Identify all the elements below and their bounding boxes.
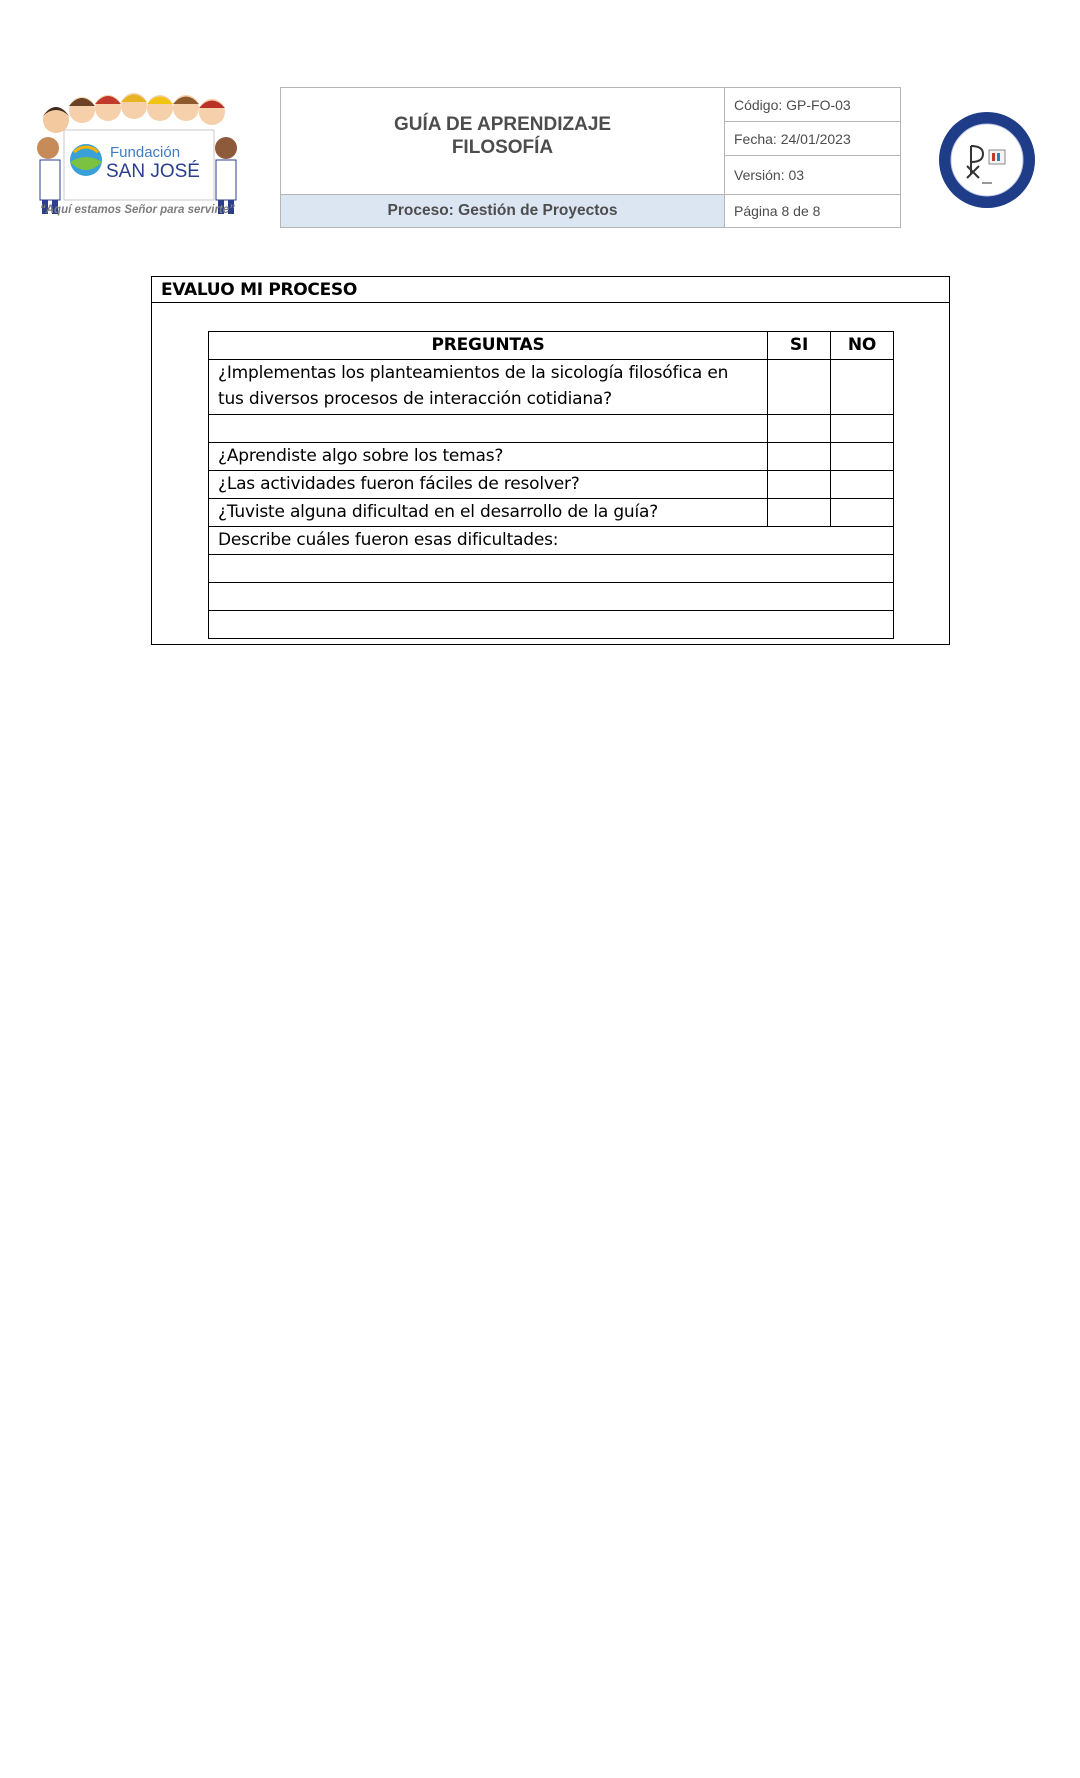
answer-line-row [209, 611, 894, 639]
table-row [209, 415, 894, 443]
question-text: ¿Las actividades fueron fáciles de resolver? [209, 471, 768, 499]
answer-si-cell[interactable] [768, 443, 831, 471]
column-header-no: NO [831, 332, 894, 360]
svg-text:SAN JOSÉ: SAN JOSÉ [106, 161, 200, 182]
answer-si-cell[interactable] [768, 499, 831, 527]
motto: “Aquí estamos Señor para servirte” [40, 204, 235, 216]
title-line-1: GUÍA DE APRENDIZAJE [393, 114, 612, 135]
table-header-row [209, 332, 894, 360]
svg-text:Fundación: Fundación [110, 144, 181, 161]
column-header-preguntas: PREGUNTAS [209, 332, 768, 360]
table-row [209, 471, 894, 499]
school-seal-logo [937, 110, 1037, 210]
document-title [281, 88, 725, 195]
document-date: Fecha: 24/01/2023 [725, 122, 900, 156]
answer-si-cell[interactable] [768, 471, 831, 499]
answer-line-row [209, 583, 894, 611]
answer-line[interactable] [209, 611, 894, 639]
process-label: Proceso: Gestión de Proyectos [281, 195, 725, 227]
document-code: Código: GP-FO-03 [725, 88, 900, 122]
table-row [209, 360, 894, 415]
question-text [209, 415, 768, 443]
answer-line-row [209, 555, 894, 583]
answer-no-cell[interactable] [831, 360, 894, 415]
table-row [209, 443, 894, 471]
answer-no-cell[interactable] [831, 499, 894, 527]
answer-line[interactable] [209, 583, 894, 611]
questions-table [208, 331, 894, 639]
describe-prompt: Describe cuáles fueron esas dificultades: [209, 527, 894, 555]
evaluation-title: EVALUO MI PROCESO [152, 277, 949, 303]
question-text: ¿Aprendiste algo sobre los temas? [209, 443, 768, 471]
answer-line[interactable] [209, 555, 894, 583]
document-header [280, 87, 901, 228]
table-row [209, 499, 894, 527]
title-line-2: FILOSOFÍA [451, 137, 554, 158]
question-text: ¿Implementas los planteamientos de la sicología filosófica en tus diversos procesos de interacción cotidiana? [209, 360, 768, 415]
question-text: ¿Tuviste alguna dificultad en el desarrollo de la guía? [209, 499, 768, 527]
answer-no-cell[interactable] [831, 415, 894, 443]
describe-row [209, 527, 894, 555]
column-header-si: SI [768, 332, 831, 360]
answer-si-cell[interactable] [768, 415, 831, 443]
answer-si-cell[interactable] [768, 360, 831, 415]
answer-no-cell[interactable] [831, 471, 894, 499]
document-version: Versión: 03 [725, 156, 900, 195]
answer-no-cell[interactable] [831, 443, 894, 471]
page-number: Página 8 de 8 [734, 203, 821, 219]
evaluation-section [151, 276, 950, 645]
